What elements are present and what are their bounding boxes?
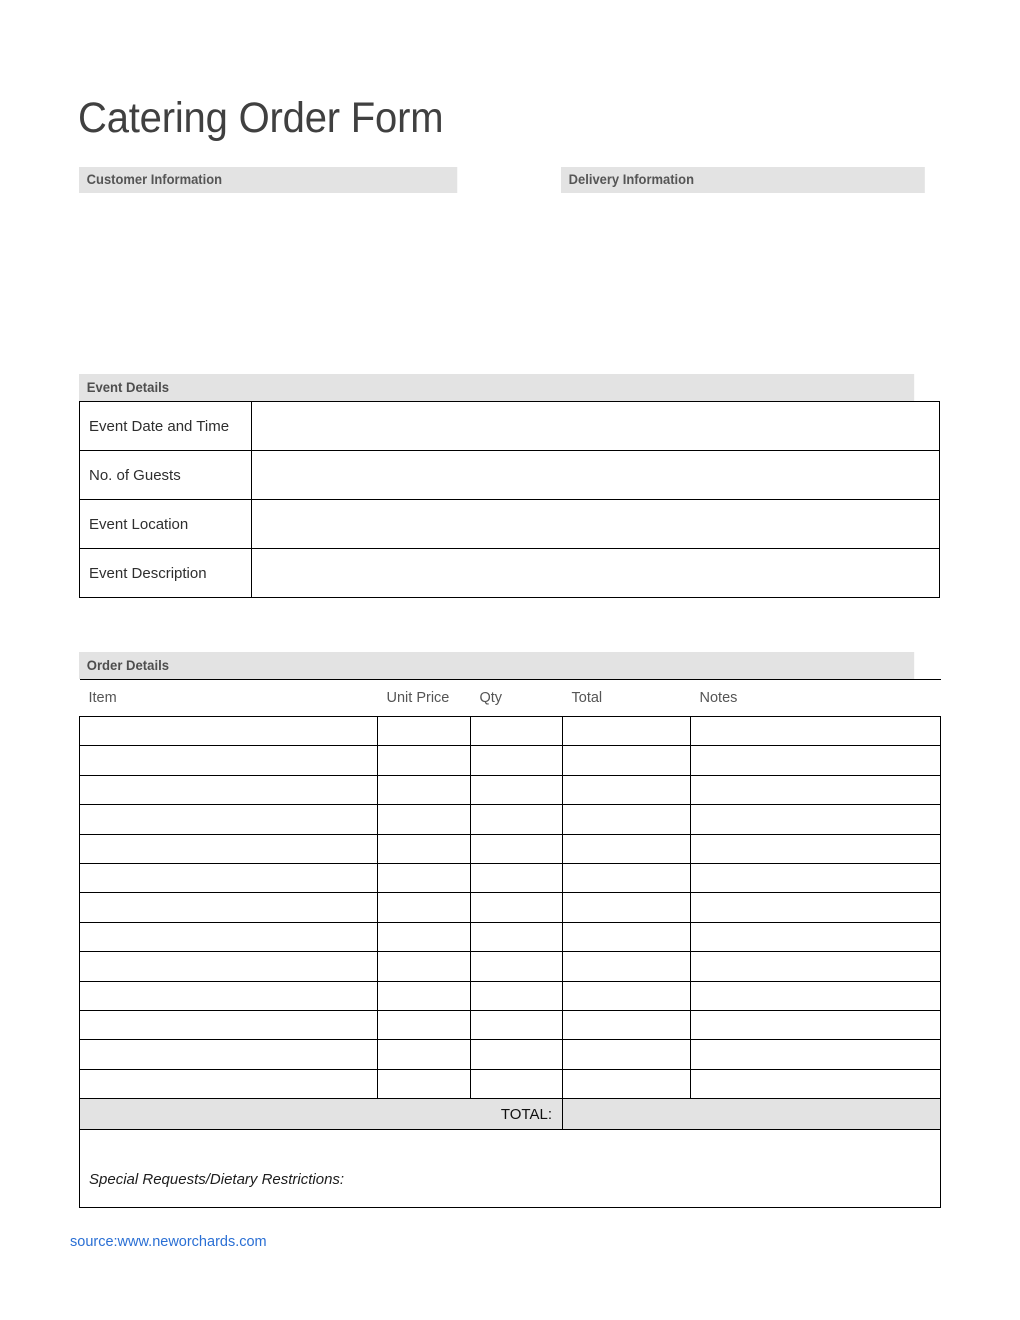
order-cell-notes[interactable] bbox=[691, 717, 941, 746]
order-cell-unit_price[interactable] bbox=[378, 863, 471, 892]
special-requests-row bbox=[80, 1130, 941, 1208]
order-cell-unit_price[interactable] bbox=[378, 1069, 471, 1098]
total-label: TOTAL: bbox=[80, 1099, 563, 1130]
table-row bbox=[80, 1040, 941, 1069]
order-cell-total[interactable] bbox=[563, 981, 691, 1010]
order-cell-total[interactable] bbox=[563, 1069, 691, 1098]
column-header-total: Total bbox=[563, 680, 691, 717]
table-row bbox=[80, 863, 941, 892]
order-cell-item[interactable] bbox=[80, 746, 378, 775]
table-row bbox=[80, 981, 941, 1010]
order-cell-unit_price[interactable] bbox=[378, 981, 471, 1010]
order-cell-unit_price[interactable] bbox=[378, 834, 471, 863]
order-cell-notes[interactable] bbox=[691, 981, 941, 1010]
total-row bbox=[80, 1099, 941, 1130]
order-cell-notes[interactable] bbox=[691, 1069, 941, 1098]
table-row bbox=[80, 893, 941, 922]
column-header-qty: Qty bbox=[471, 680, 563, 717]
table-row bbox=[80, 500, 940, 549]
section-header-delivery-information: Delivery Information bbox=[561, 167, 925, 193]
order-cell-total[interactable] bbox=[563, 863, 691, 892]
order-cell-item[interactable] bbox=[80, 1040, 378, 1069]
order-cell-notes[interactable] bbox=[691, 746, 941, 775]
order-cell-qty[interactable] bbox=[471, 922, 563, 951]
no-of-guests-field[interactable] bbox=[252, 451, 940, 500]
order-cell-item[interactable] bbox=[80, 952, 378, 981]
order-cell-total[interactable] bbox=[563, 834, 691, 863]
order-cell-item[interactable] bbox=[80, 893, 378, 922]
order-cell-unit_price[interactable] bbox=[378, 1040, 471, 1069]
table-row bbox=[80, 402, 940, 451]
order-cell-qty[interactable] bbox=[471, 1010, 563, 1039]
table-row bbox=[80, 451, 940, 500]
order-cell-qty[interactable] bbox=[471, 775, 563, 804]
order-details-head bbox=[80, 680, 941, 717]
order-cell-unit_price[interactable] bbox=[378, 775, 471, 804]
order-cell-unit_price[interactable] bbox=[378, 1010, 471, 1039]
order-cell-notes[interactable] bbox=[691, 893, 941, 922]
order-cell-unit_price[interactable] bbox=[378, 717, 471, 746]
table-row bbox=[80, 775, 941, 804]
order-cell-qty[interactable] bbox=[471, 952, 563, 981]
order-cell-notes[interactable] bbox=[691, 922, 941, 951]
page-title: Catering Order Form bbox=[78, 94, 444, 142]
table-header-row bbox=[80, 680, 941, 717]
special-requests-field[interactable]: Special Requests/Dietary Restrictions: bbox=[80, 1130, 941, 1208]
order-cell-qty[interactable] bbox=[471, 863, 563, 892]
order-cell-total[interactable] bbox=[563, 746, 691, 775]
order-cell-unit_price[interactable] bbox=[378, 805, 471, 834]
order-cell-qty[interactable] bbox=[471, 717, 563, 746]
order-details-foot bbox=[80, 1099, 941, 1208]
order-cell-notes[interactable] bbox=[691, 834, 941, 863]
order-cell-item[interactable] bbox=[80, 775, 378, 804]
order-cell-notes[interactable] bbox=[691, 952, 941, 981]
order-cell-total[interactable] bbox=[563, 1010, 691, 1039]
order-cell-total[interactable] bbox=[563, 805, 691, 834]
order-cell-qty[interactable] bbox=[471, 893, 563, 922]
order-cell-unit_price[interactable] bbox=[378, 952, 471, 981]
section-header-order-details: Order Details bbox=[79, 652, 914, 679]
order-cell-total[interactable] bbox=[563, 717, 691, 746]
order-cell-total[interactable] bbox=[563, 893, 691, 922]
order-cell-total[interactable] bbox=[563, 952, 691, 981]
order-cell-notes[interactable] bbox=[691, 863, 941, 892]
event-details-table bbox=[79, 401, 940, 598]
order-cell-item[interactable] bbox=[80, 834, 378, 863]
order-cell-item[interactable] bbox=[80, 1069, 378, 1098]
table-row bbox=[80, 952, 941, 981]
order-cell-item[interactable] bbox=[80, 805, 378, 834]
order-cell-item[interactable] bbox=[80, 863, 378, 892]
order-cell-qty[interactable] bbox=[471, 805, 563, 834]
event-location-field[interactable] bbox=[252, 500, 940, 549]
order-cell-qty[interactable] bbox=[471, 834, 563, 863]
order-cell-notes[interactable] bbox=[691, 805, 941, 834]
order-details-body bbox=[80, 717, 941, 1099]
table-row bbox=[80, 549, 940, 598]
order-cell-total[interactable] bbox=[563, 922, 691, 951]
table-row bbox=[80, 1010, 941, 1039]
table-row bbox=[80, 1069, 941, 1098]
order-cell-total[interactable] bbox=[563, 775, 691, 804]
event-date-and-time-label: Event Date and Time bbox=[80, 402, 252, 451]
order-cell-unit_price[interactable] bbox=[378, 746, 471, 775]
total-value-field[interactable] bbox=[563, 1099, 941, 1130]
event-description-field[interactable] bbox=[252, 549, 940, 598]
order-cell-item[interactable] bbox=[80, 922, 378, 951]
column-header-item: Item bbox=[80, 680, 378, 717]
column-header-unit-price: Unit Price bbox=[378, 680, 471, 717]
section-header-customer-information: Customer Information bbox=[79, 167, 457, 193]
table-row bbox=[80, 746, 941, 775]
order-cell-unit_price[interactable] bbox=[378, 922, 471, 951]
event-description-label: Event Description bbox=[80, 549, 252, 598]
order-cell-qty[interactable] bbox=[471, 746, 563, 775]
order-cell-item[interactable] bbox=[80, 717, 378, 746]
order-details-section bbox=[79, 652, 940, 1208]
event-location-label: Event Location bbox=[80, 500, 252, 549]
order-cell-unit_price[interactable] bbox=[378, 893, 471, 922]
order-cell-notes[interactable] bbox=[691, 775, 941, 804]
order-cell-total[interactable] bbox=[563, 1040, 691, 1069]
order-cell-item[interactable] bbox=[80, 981, 378, 1010]
section-header-event-details: Event Details bbox=[79, 374, 914, 401]
table-row bbox=[80, 717, 941, 746]
source-link[interactable]: source:www.neworchards.com bbox=[70, 1234, 267, 1250]
column-header-notes: Notes bbox=[691, 680, 941, 717]
event-details-section bbox=[79, 374, 940, 598]
order-cell-qty[interactable] bbox=[471, 1040, 563, 1069]
table-row bbox=[80, 834, 941, 863]
event-date-and-time-field[interactable] bbox=[252, 402, 940, 451]
event-details-body bbox=[80, 402, 940, 598]
order-cell-qty[interactable] bbox=[471, 981, 563, 1010]
order-cell-item[interactable] bbox=[80, 1010, 378, 1039]
order-cell-qty[interactable] bbox=[471, 1069, 563, 1098]
order-cell-notes[interactable] bbox=[691, 1010, 941, 1039]
table-row bbox=[80, 805, 941, 834]
order-cell-notes[interactable] bbox=[691, 1040, 941, 1069]
order-details-table bbox=[79, 679, 941, 1208]
no-of-guests-label: No. of Guests bbox=[80, 451, 252, 500]
table-row bbox=[80, 922, 941, 951]
